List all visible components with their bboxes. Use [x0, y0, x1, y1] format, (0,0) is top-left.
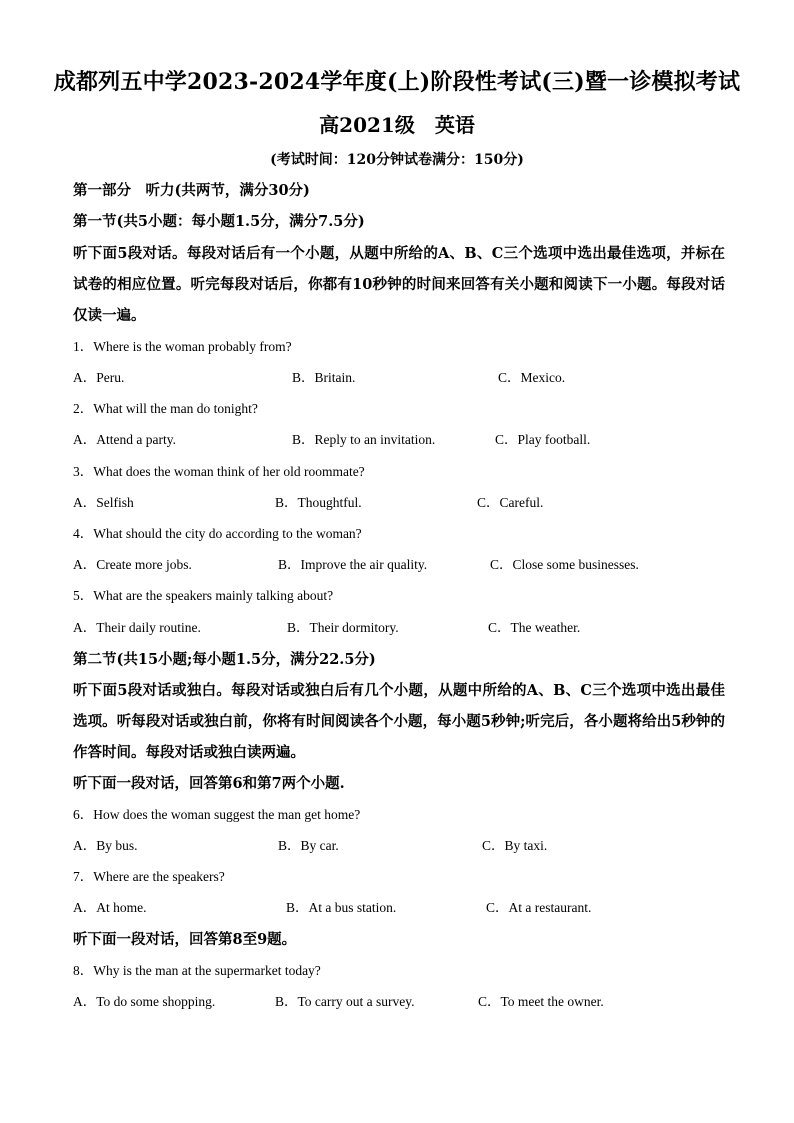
- question-options: [73, 993, 753, 1011]
- exam-title: 成都列五中学2023-2024学年度(上)阶段性考试(三)暨一诊模拟考试: [53, 69, 741, 95]
- option-a: A．To do some shopping.: [73, 994, 216, 1009]
- option-c: C．Mexico.: [498, 370, 566, 385]
- section2-heading: 第二节(共15小题;每小题1.5分，满分22.5分): [73, 651, 376, 668]
- option-a: A．At home.: [73, 900, 147, 915]
- option-c: C．By taxi.: [482, 838, 548, 853]
- option-b: B．Thoughtful.: [275, 495, 362, 510]
- option-a: A．Selfish: [73, 495, 134, 510]
- option-c: C．Careful.: [477, 495, 544, 510]
- option-b: B．Their dormitory.: [287, 620, 399, 635]
- question-options: [73, 899, 753, 917]
- group2-heading: 听下面一段对话，回答第8至9题。: [73, 931, 297, 948]
- option-b: B．At a bus station.: [286, 900, 397, 915]
- option-c: C．The weather.: [488, 620, 581, 635]
- option-b: B．To carry out a survey.: [275, 994, 415, 1009]
- option-b: B．Improve the air quality.: [278, 557, 428, 572]
- option-c: C．Play football.: [495, 432, 591, 447]
- option-c: C．To meet the owner.: [478, 994, 604, 1009]
- exam-info: (考试时间：120分钟试卷满分：150分): [270, 152, 524, 168]
- question-stem: 8．Why is the man at the supermarket today?: [73, 963, 321, 978]
- question-stem: 2．What will the man do tonight?: [73, 401, 258, 416]
- question-options: [73, 494, 753, 512]
- exam-subtitle: 高2021级 英语: [319, 113, 475, 137]
- option-a: A．Peru.: [73, 370, 125, 385]
- question-stem: 4．What should the city do according to the woman?: [73, 526, 362, 541]
- option-a: A．Create more jobs.: [73, 557, 192, 572]
- question-stem: 7．Where are the speakers?: [73, 869, 225, 884]
- option-a: A．By bus.: [73, 838, 138, 853]
- option-b: B．Britain.: [292, 370, 356, 385]
- question-options: [73, 619, 753, 637]
- option-a: A．Attend a party.: [73, 432, 176, 447]
- section1-heading: 第一节(共5小题：每小题1.5分，满分7.5分): [73, 213, 365, 230]
- option-c: C．Close some businesses.: [490, 557, 639, 572]
- question-stem: 6．How does the woman suggest the man get home?: [73, 807, 361, 822]
- option-b: B．By car.: [278, 838, 339, 853]
- option-c: C．At a restaurant.: [486, 900, 592, 915]
- question-options: [73, 556, 753, 574]
- question-stem: 5．What are the speakers mainly talking about?: [73, 588, 334, 603]
- section2-instructions: 听下面5段对话或独白。每段对话或独白后有几个小题，从题中所给的A、B、C三个选项中选出最佳选项。听每段对话或独白前，你将有时间阅读各个小题，每小题5秒钟;听完后，各小题将给出5秒钟的作答时间。每段对话或独白读两遍。: [73, 682, 725, 761]
- question-stem: 3．What does the woman think of her old roommate?: [73, 464, 365, 479]
- question-options: [73, 837, 753, 855]
- section1-instructions: 听下面5段对话。每段对话后有一个小题，从题中所给的A、B、C三个选项中选出最佳选项，并标在试卷的相应位置。听完每段对话后，你都有10秒钟的时间来回答有关小题和阅读下一小题。每段对话仅读一遍。: [73, 245, 725, 324]
- group1-heading: 听下面一段对话，回答第6和第7两个小题.: [73, 775, 345, 792]
- question-options: [73, 369, 753, 387]
- option-b: B．Reply to an invitation.: [292, 432, 436, 447]
- part1-heading: 第一部分 听力(共两节，满分30分): [73, 182, 310, 199]
- option-a: A．Their daily routine.: [73, 620, 201, 635]
- question-options: [73, 431, 753, 449]
- question-stem: 1．Where is the woman probably from?: [73, 339, 292, 354]
